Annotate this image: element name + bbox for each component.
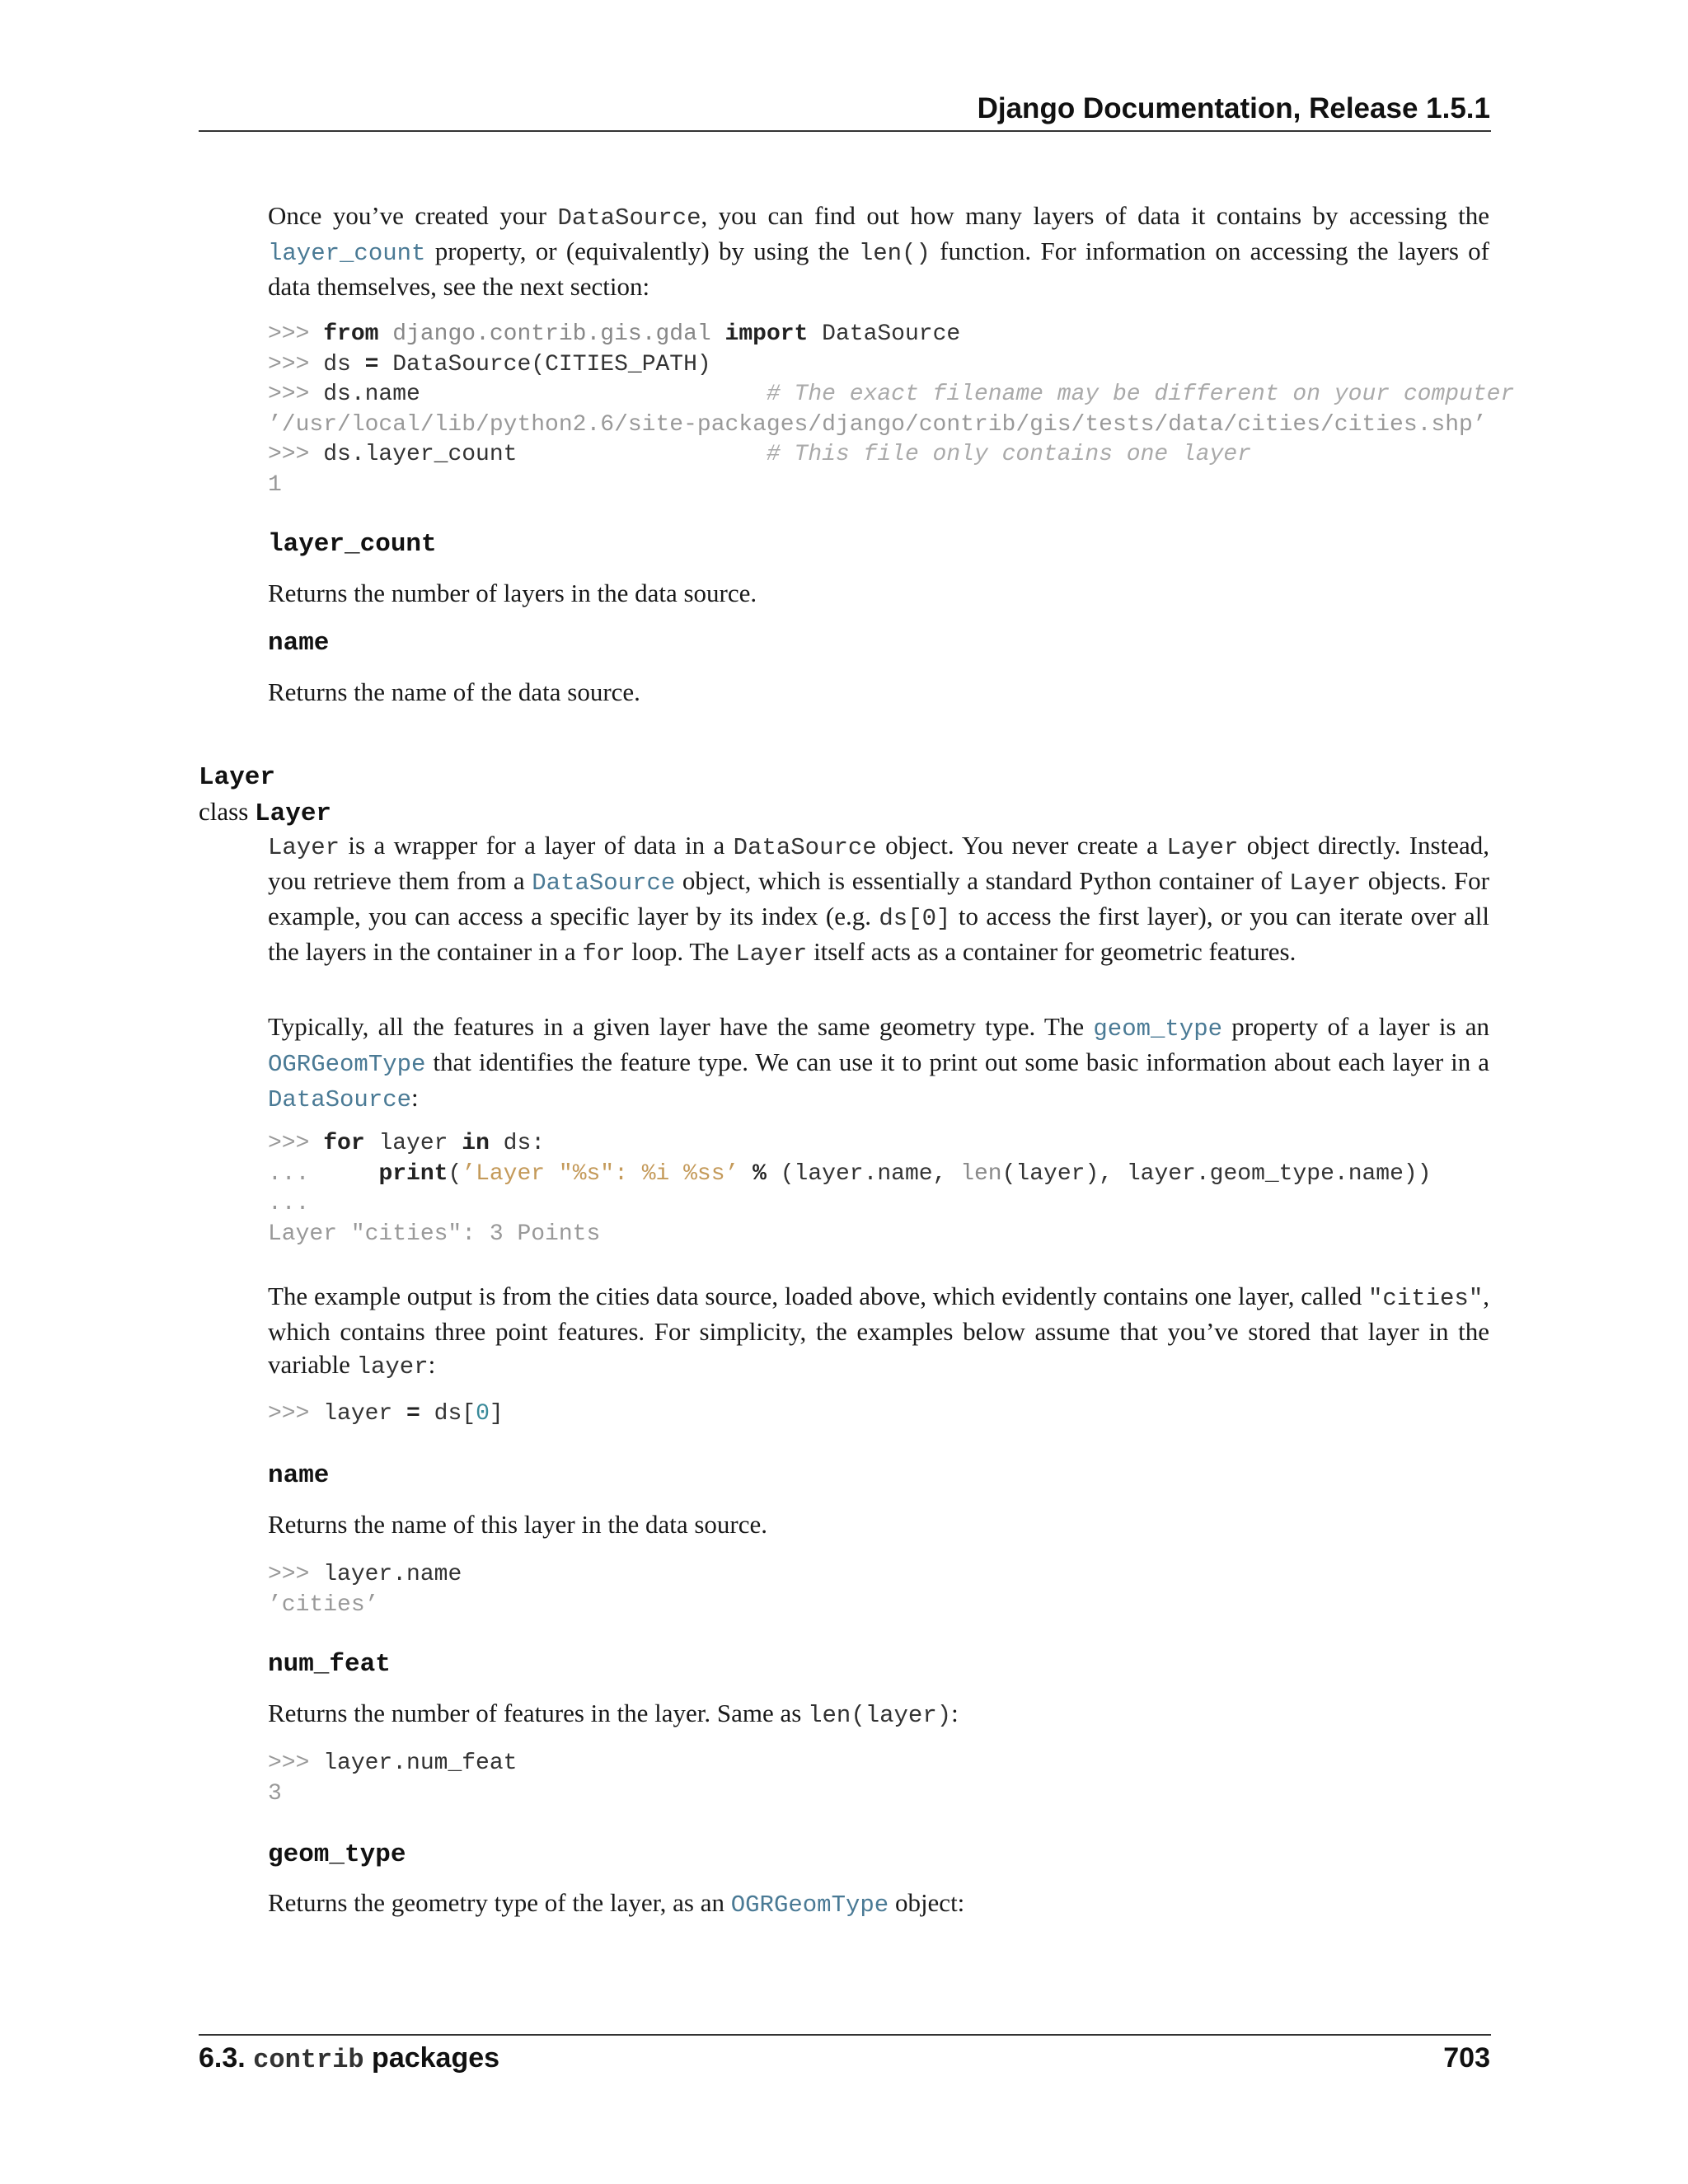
attr-num-feat-desc: Returns the number of features in the layer. Same as len(layer): <box>268 1699 959 1729</box>
running-header: Django Documentation, Release 1.5.1 <box>977 92 1490 124</box>
attr-layer-name: name <box>268 1461 330 1490</box>
attr-layer-count: layer_count <box>268 530 437 559</box>
attr-geom-type-desc: Returns the geometry type of the layer, as an OGRGeomType object: <box>268 1888 965 1919</box>
link-ogrgeomtype[interactable]: OGRGeomType <box>268 1051 426 1078</box>
footer-section: 6.3. contrib packages <box>199 2042 500 2075</box>
class-signature: class Layer <box>199 797 332 828</box>
link-datasource[interactable]: DataSource <box>532 869 676 897</box>
inline-code: DataSource <box>557 204 701 232</box>
link-layer-count[interactable]: layer_count <box>268 240 426 267</box>
code-block-iterate-layers: >>> for layer in ds: ... print(’Layer "%s": %i %ss’ % (layer.name, len(layer), layer.geom_type.name)) ... Layer "cities": 3 Points <box>268 1131 1432 1247</box>
code-block-num-feat: >>> layer.num_feat 3 <box>268 1750 518 1807</box>
attr-geom-type: geom_type <box>268 1840 406 1869</box>
layer-paragraph-2: Typically, all the features in a given layer have the same geometry type. The geom_type property of a layer is an OGRGeomType that identifies the feature type. We can use it to print out some basic information about each layer in a DataSource: <box>268 1012 1489 1113</box>
intro-paragraph: Once you’ve created your DataSource, you can find out how many layers of data it contains by accessing the layer_count property, or (equivalently) by using the len() function. For information on accessing the layers of data themselves, see the next section: <box>268 201 1489 301</box>
link-datasource-2[interactable]: DataSource <box>268 1086 412 1113</box>
attr-layer-count-desc: Returns the number of layers in the data source. <box>268 579 757 607</box>
header-rule <box>199 130 1491 132</box>
link-ogrgeomtype-2[interactable]: OGRGeomType <box>730 1891 889 1919</box>
link-geom-type[interactable]: geom_type <box>1093 1015 1223 1043</box>
attr-layer-name-desc: Returns the name of this layer in the data source. <box>268 1510 768 1539</box>
inline-code: len() <box>858 240 931 267</box>
layer-paragraph-3: The example output is from the cities data source, loaded above, which evidently contains one layer, called "cities", which contains three point features. For simplicity, the examples below assume that you’ve stored that layer in the variable layer: <box>268 1282 1489 1380</box>
layer-paragraph-1: Layer is a wrapper for a layer of data in a DataSource object. You never create a Layer object directly. Instead, you retrieve them from a DataSource object, which is essentially a standard Python container of Layer objects. For example, you can access a specific layer by its index (e.g. ds[0] to access the first layer), or you can iterate over all the layers in the container in a for loop. The Layer itself acts as a container for geometric features. <box>268 831 1490 968</box>
code-block-layer-name: >>> layer.name ’cities’ <box>268 1562 462 1618</box>
attr-num-feat: num_feat <box>268 1650 391 1679</box>
page-number: 703 <box>1443 2042 1490 2074</box>
section-heading-layer: Layer <box>199 763 276 792</box>
attr-name-desc: Returns the name of the data source. <box>268 677 640 706</box>
footer-rule <box>199 2034 1491 2036</box>
code-block-layer-assign: >>> layer = ds[0] <box>268 1401 504 1427</box>
attr-name: name <box>268 629 330 658</box>
code-block-datasource: >>> from django.contrib.gis.gdal import DataSource >>> ds = DataSource(CITIES_PATH) >>> ds.name # The exact filename may be different on your computer ’/usr/local/lib/python2.6/site-packages/django/contrib/gis/tests/data/cities/cities.shp’ >>> ds.layer_count # This file only contains one layer 1 <box>268 321 1515 498</box>
